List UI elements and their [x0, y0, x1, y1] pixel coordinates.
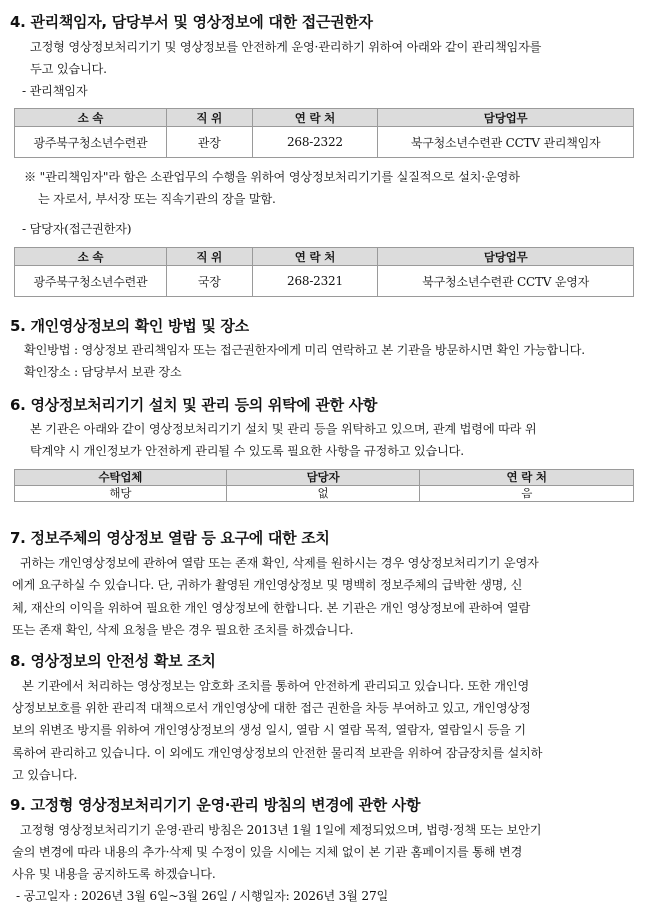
section-9-heading: 9. 고정형 영상정보처리기기 운영·관리 방침의 변경에 관한 사항 — [10, 796, 421, 814]
section-7-line-1: 귀하는 개인영상정보에 관하여 열람 또는 존재 확인, 삭제를 원하시는 경우 영상정보처리기기 운영자 — [20, 556, 539, 570]
outsourcing-table — [14, 469, 634, 502]
section-7-line-4: 또는 존재 확인, 삭제 요청을 받은 경우 필요한 조치를 하겠습니다. — [12, 623, 354, 637]
section-6-line-2: 탁계약 시 개인정보가 안전하게 관리될 수 있도록 필요한 사항을 규정하고 있습니다. — [30, 444, 464, 458]
section-8-line-1: 본 기관에서 처리하는 영상정보는 암호화 조치를 통하여 안전하게 관리되고 있습니다. 또한 개인영 — [22, 679, 530, 693]
section-7-heading: 7. 정보주체의 영상정보 열람 등 요구에 대한 조치 — [10, 529, 330, 547]
outsourcing-table-header — [15, 470, 634, 486]
section-5-line-1: 확인방법 : 영상정보 관리책임자 또는 접근권한자에게 미리 연락하고 본 기관을 방문하시면 확인 가능합니다. — [24, 343, 585, 357]
staff-label: - 담당자(접근권한자) — [22, 222, 132, 236]
section-9-line-2: 술의 변경에 따라 내용의 추가·삭제 및 수정이 있을 시에는 지체 없이 본 기관 홈페이지를 통해 변경 — [12, 845, 523, 859]
section-8-line-5: 고 있습니다. — [12, 768, 78, 782]
section-5-heading: 5. 개인영상정보의 확인 방법 및 장소 — [10, 317, 249, 335]
cell-position: 국장 — [166, 266, 252, 297]
section-8-line-3: 보의 위변조 방지를 위하여 개인영상정보의 생성 일시, 열람 시 열람 목적, 열람자, 열람일시 등을 기 — [12, 723, 526, 737]
cell-person-in-charge: 없 — [226, 486, 420, 502]
header-duty: 담당업무 — [378, 248, 634, 266]
section-8-line-2: 상정보보호를 위한 관리적 대책으로서 개인영상에 대한 접근 권한을 차등 부여하고 있고, 개인영상정 — [12, 701, 531, 715]
header-position: 직 위 — [166, 248, 252, 266]
section-8-line-4: 록하여 관리하고 있습니다. 이 외에도 개인영상정보의 안전한 물리적 보관을 위하여 잠금장치를 설치하 — [12, 746, 543, 760]
section-7-line-3: 체, 재산의 이익을 위하여 필요한 개인 영상정보에 한합니다. 본 기관은 개인 영상정보에 관하여 열람 — [12, 601, 531, 615]
manager-note-line-2: 는 자로서, 부서장 또는 직속기관의 장을 말함. — [38, 192, 276, 206]
header-person-in-charge: 담당자 — [226, 470, 420, 486]
header-affiliation: 소 속 — [15, 248, 167, 266]
section-4-intro-line-2: 두고 있습니다. — [30, 62, 107, 76]
section-9-line-3: 사유 및 내용을 공지하도록 하겠습니다. — [12, 867, 216, 881]
cell-contact: 음 — [420, 486, 634, 502]
section-6-line-1: 본 기관은 아래와 같이 영상정보처리기기 설치 및 관리 등을 위탁하고 있으며, 관계 법령에 따라 위 — [30, 422, 537, 436]
table-row — [15, 127, 634, 158]
cell-affiliation: 광주북구청소년수련관 — [15, 266, 167, 297]
manager-label: - 관리책임자 — [22, 84, 88, 98]
cell-duty: 북구청소년수련관 CCTV 운영자 — [378, 266, 634, 297]
header-contractor: 수탁업체 — [15, 470, 227, 486]
cell-contact: 268-2322 — [252, 127, 378, 158]
header-duty: 담당업무 — [378, 109, 634, 127]
staff-table — [14, 247, 634, 297]
section-4-heading: 4. 관리책임자, 담당부서 및 영상정보에 대한 접근권한자 — [10, 13, 373, 31]
manager-table-header — [15, 109, 634, 127]
cell-position: 관장 — [166, 127, 252, 158]
cell-contact: 268-2321 — [252, 266, 378, 297]
section-6-heading: 6. 영상정보처리기기 설치 및 관리 등의 위탁에 관한 사항 — [10, 396, 378, 414]
table-row — [15, 266, 634, 297]
cell-duty: 북구청소년수련관 CCTV 관리책임자 — [378, 127, 634, 158]
header-contact: 연 락 처 — [252, 248, 378, 266]
header-affiliation: 소 속 — [15, 109, 167, 127]
cell-contractor: 해당 — [15, 486, 227, 502]
notice-dates: - 공고일자 : 2026년 3월 6일~3월 26일 / 시행일자: 2026년 3월 27일 — [16, 889, 389, 903]
section-4-intro-line-1: 고정형 영상정보처리기기 및 영상정보를 안전하게 운영·관리하기 위하여 아래와 같이 관리책임자를 — [30, 40, 542, 54]
section-5-line-2: 확인장소 : 담당부서 보관 장소 — [24, 365, 182, 379]
header-contact: 연 락 처 — [252, 109, 378, 127]
header-position: 직 위 — [166, 109, 252, 127]
cell-affiliation: 광주북구청소년수련관 — [15, 127, 167, 158]
manager-note-line-1: ※ "관리책임자"라 함은 소관업무의 수행을 위하여 영상정보처리기기를 실질적으로 설치·운영하 — [24, 170, 520, 184]
table-row — [15, 486, 634, 502]
section-8-heading: 8. 영상정보의 안전성 확보 조치 — [10, 652, 216, 670]
section-9-line-1: 고정형 영상정보처리기기 운영·관리 방침은 2013년 1월 1일에 제정되었으며, 법령·정책 또는 보안기 — [20, 823, 542, 837]
header-contact: 연 락 처 — [420, 470, 634, 486]
manager-table — [14, 108, 634, 158]
section-7-line-2: 에게 요구하실 수 있습니다. 단, 귀하가 촬영된 개인영상정보 및 명백히 정보주체의 급박한 생명, 신 — [12, 578, 523, 592]
staff-table-header — [15, 248, 634, 266]
